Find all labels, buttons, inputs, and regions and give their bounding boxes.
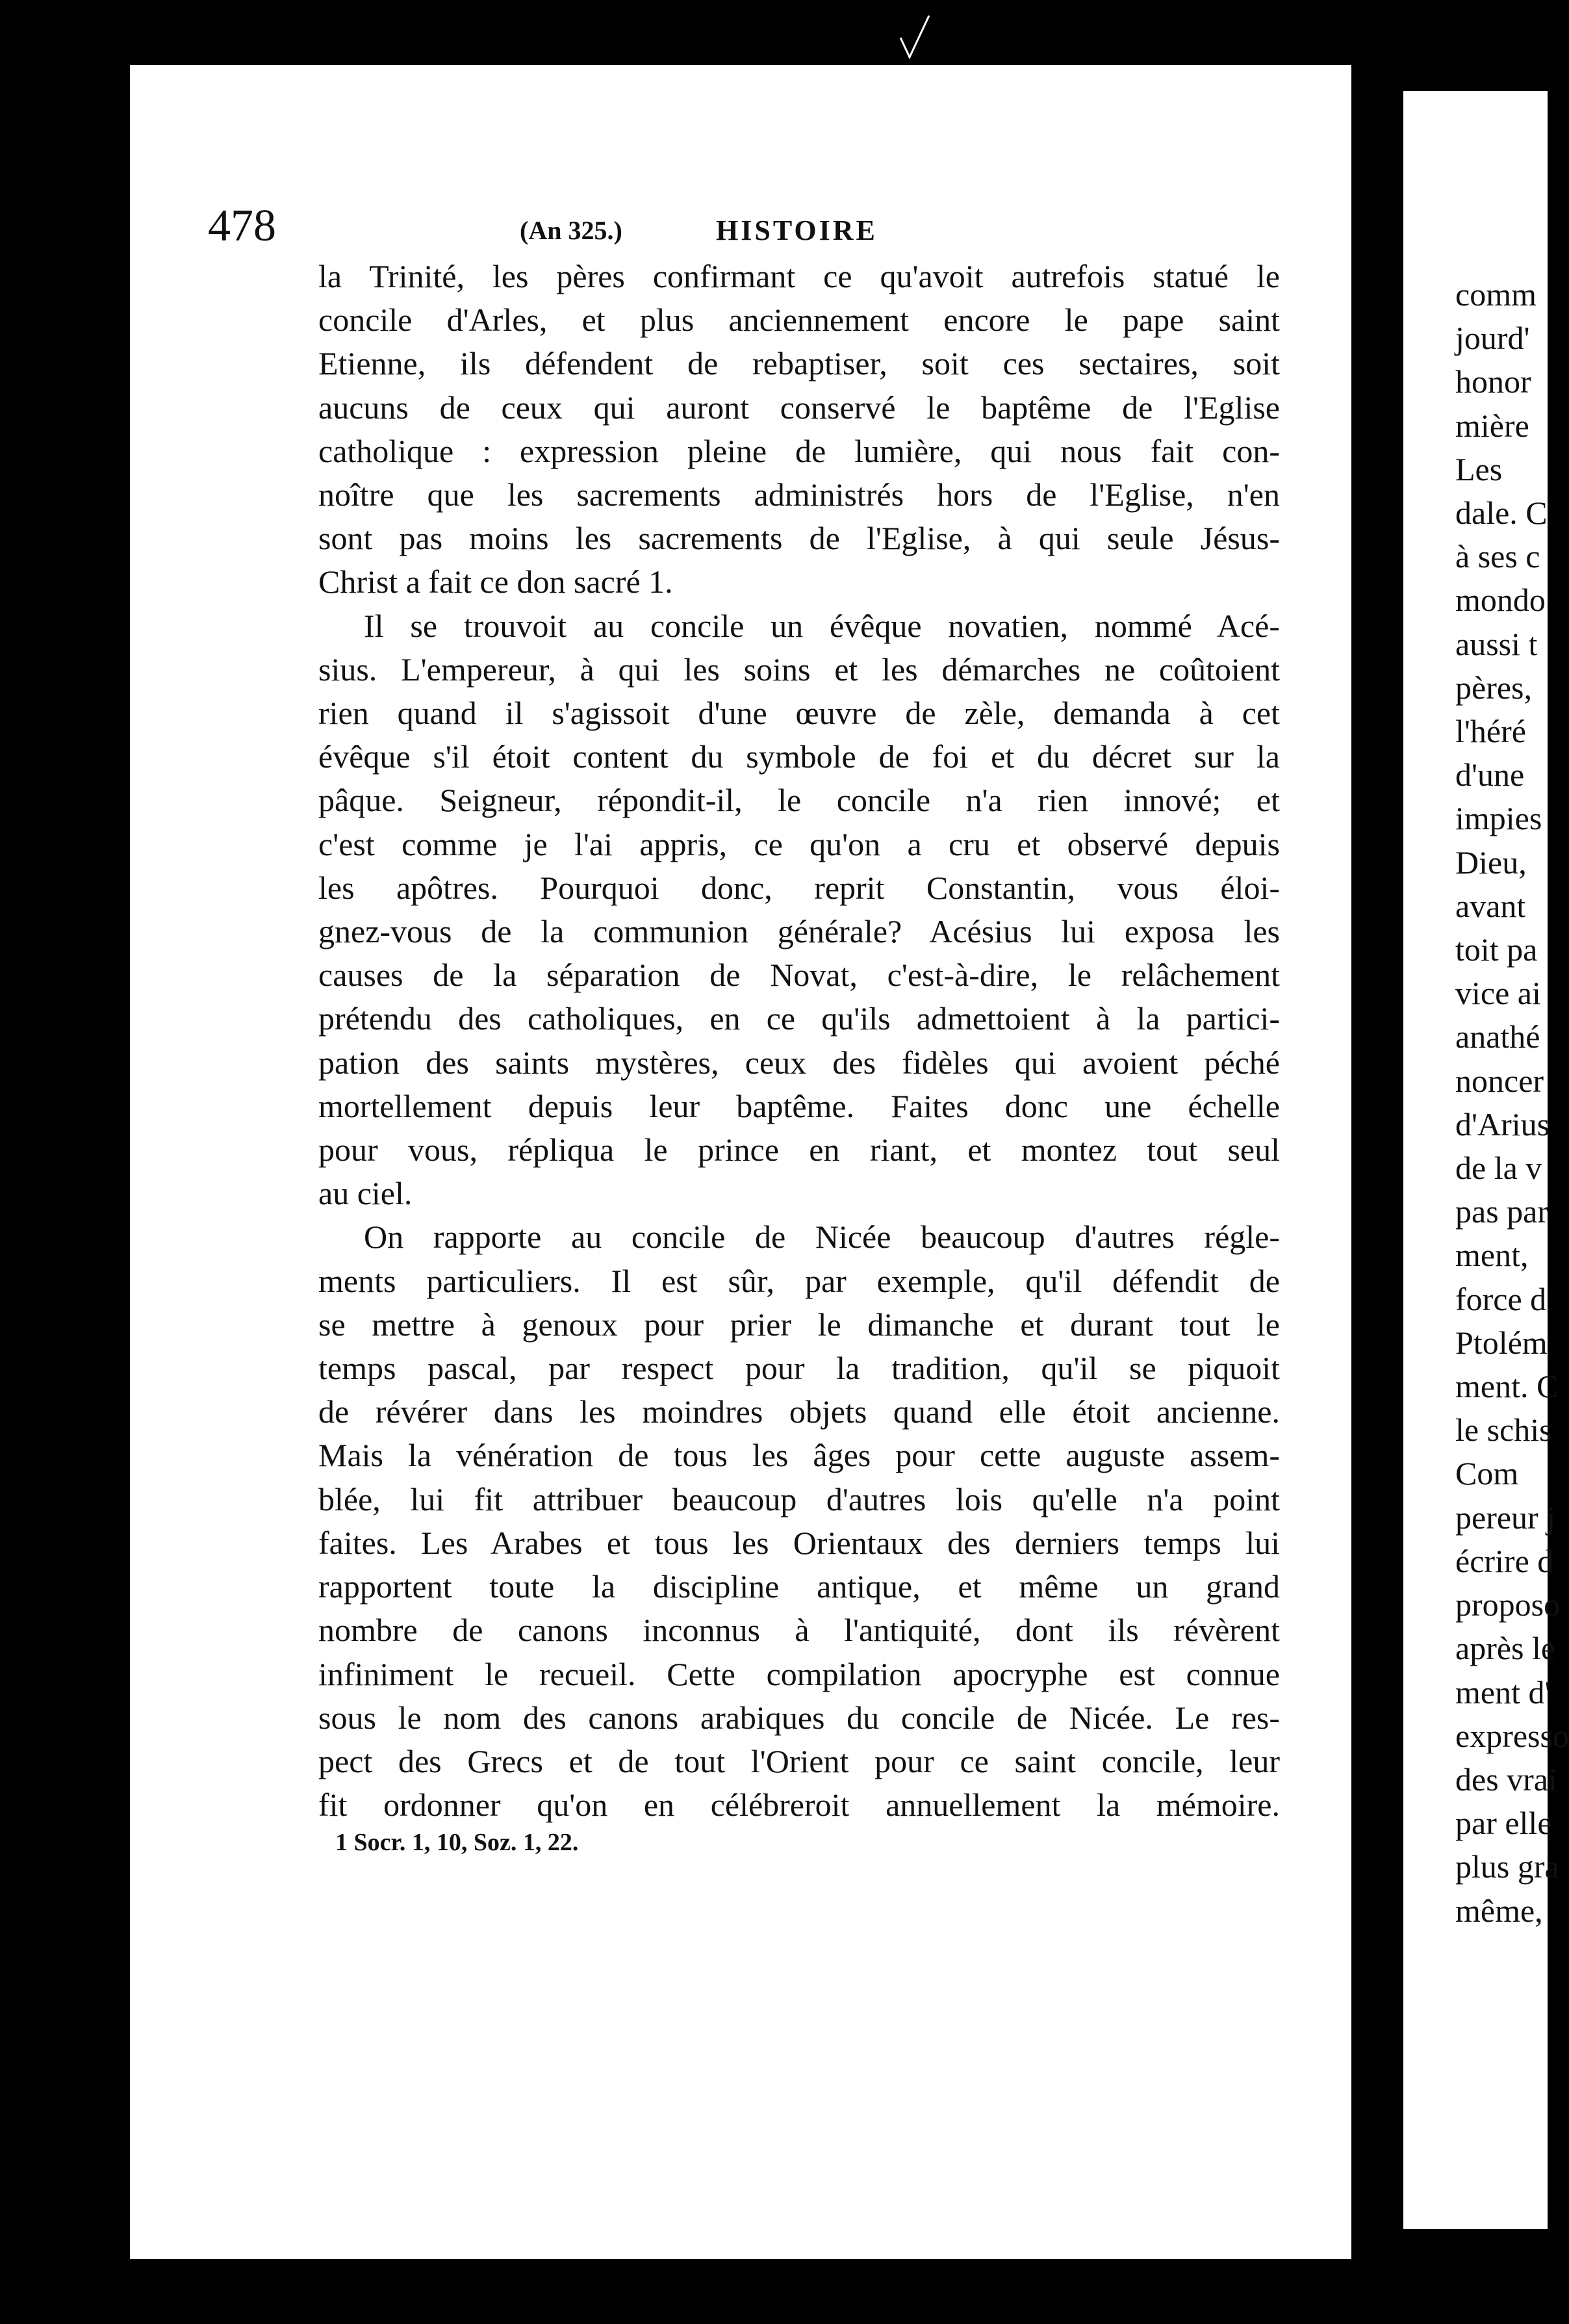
text-line: blée, lui fit attribuer beaucoup d'autres lois qu'elle n'a point (318, 1480, 1280, 1517)
right-line: même, (1455, 1892, 1543, 1929)
text-line: gnez-vous de la communion générale? Acésius lui exposa les (318, 913, 1280, 950)
text-line: infiniment le recueil. Cette compilation apocryphe est connue (318, 1655, 1280, 1692)
text-line: faites. Les Arabes et tous les Orientaux des derniers temps lui (318, 1524, 1280, 1561)
page-gutter (1351, 65, 1403, 2259)
check-mark (895, 12, 934, 64)
running-head-title: HISTOIRE (716, 214, 878, 246)
right-line: impies (1455, 800, 1542, 837)
text-line: Christ a fait ce don sacré 1. (318, 563, 673, 600)
text-line: sius. L'empereur, à qui les soins et les démarches ne coûtoient (318, 651, 1280, 688)
text-line: de révérer dans les moindres objets quand elle étoit ancienne. (318, 1393, 1280, 1430)
right-line: force d (1455, 1280, 1547, 1317)
right-line: vice ai (1455, 975, 1541, 1012)
text-line: nombre de canons inconnus à l'antiquité, dont ils révèrent (318, 1612, 1280, 1649)
right-line: honor (1455, 363, 1531, 400)
text-line: sont pas moins les sacrements de l'Eglise, à qui seule Jésus- (318, 520, 1280, 557)
text-line: mortellement depuis leur baptême. Faites donc une échelle (318, 1087, 1280, 1124)
text-line: sous le nom des canons arabiques du concile de Nicée. Le res- (318, 1699, 1280, 1736)
right-line: Dieu, (1455, 844, 1527, 881)
right-line: pereur j (1455, 1499, 1556, 1536)
right-line: proposo (1455, 1586, 1561, 1623)
text-line: ments particuliers. Il est sûr, par exemple, qu'il défendit de (318, 1262, 1280, 1299)
text-line: Mais la vénération de tous les âges pour cette auguste assem- (318, 1437, 1280, 1474)
right-line: d'Arius (1455, 1105, 1550, 1143)
right-line: Les (1455, 450, 1503, 487)
right-line: noncer (1455, 1062, 1544, 1099)
right-line: pères, (1455, 669, 1532, 706)
text-line: pation des saints mystères, ceux des fidèles qui avoient péché (318, 1044, 1280, 1081)
right-line: ment. C (1455, 1368, 1559, 1405)
text-line: pect des Grecs et de tout l'Orient pour ce saint concile, leur (318, 1742, 1280, 1779)
right-line: par elle (1455, 1805, 1552, 1842)
right-line: ment d' (1455, 1673, 1551, 1711)
text-line: concile d'Arles, et plus anciennement encore le pape saint (318, 302, 1280, 339)
text-line: les apôtres. Pourquoi donc, reprit Constantin, vous éloi- (318, 869, 1280, 906)
text-line: au ciel. (318, 1175, 413, 1212)
right-line: dale. C (1455, 495, 1548, 532)
text-line: la Trinité, les pères confirmant ce qu'avoit autrefois statué le (318, 258, 1280, 294)
body-text (318, 255, 1280, 1827)
text-line: causes de la séparation de Novat, c'est-à-dire, le relâchement (318, 957, 1280, 994)
text-line: temps pascal, par respect pour la tradition, qu'il se piquoit (318, 1350, 1280, 1387)
text-line: pour vous, répliqua le prince en riant, et montez tout seul (318, 1131, 1280, 1168)
right-line: des vrai (1455, 1761, 1557, 1798)
text-line: catholique : expression pleine de lumière, qui nous fait con- (318, 432, 1280, 469)
text-line: Il se trouvoit au concile un évêque novatien, nommé Acé- (364, 607, 1280, 644)
text-line: fit ordonner qu'on en célébreroit annuellement la mémoire. (318, 1787, 1280, 1824)
right-line: Com (1455, 1455, 1519, 1492)
page-header (208, 195, 1286, 260)
right-line: plus gra (1455, 1848, 1559, 1885)
right-line: aussi t (1455, 625, 1538, 662)
text-line: Etienne, ils défendent de rebaptiser, soit ces sectaires, soit (318, 345, 1280, 382)
right-line: pas par (1455, 1193, 1548, 1230)
right-line: de la v (1455, 1150, 1542, 1187)
right-line: comm (1455, 276, 1537, 313)
text-line: pâque. Seigneur, répondit-il, le concile n'a rien innové; et (318, 782, 1280, 819)
text-line: aucuns de ceux qui auront conservé le baptême de l'Eglise (318, 389, 1280, 426)
right-line: le schis (1455, 1412, 1552, 1449)
text-line: rien quand il s'agissoit d'une œuvre de zèle, demanda à cet (318, 695, 1280, 732)
right-line: écrire d (1455, 1542, 1554, 1579)
right-page (1403, 91, 1569, 2229)
text-line: rapportent toute la discipline antique, et même un grand (318, 1568, 1280, 1605)
running-head-date: (An 325.) (520, 216, 622, 245)
right-page-text (1455, 273, 1569, 1933)
page-number: 478 (208, 201, 276, 251)
right-line: expresso (1455, 1717, 1569, 1754)
text-line: prétendu des catholiques, en ce qu'ils admettoient à la partici- (318, 1000, 1280, 1037)
right-line: anathé (1455, 1018, 1540, 1055)
right-line: à ses c (1455, 538, 1540, 575)
text-line: noître que les sacrements administrés hors de l'Eglise, n'en (318, 476, 1280, 513)
text-line: On rapporte au concile de Nicée beaucoup d'autres régle- (364, 1219, 1280, 1256)
right-line: avant (1455, 887, 1526, 924)
text-line: se mettre à genoux pour prier le dimanche et durant tout le (318, 1306, 1280, 1343)
right-line: d'une (1455, 756, 1525, 794)
right-line: ment, (1455, 1237, 1529, 1274)
text-line: c'est comme je l'ai appris, ce qu'on a cru et observé depuis (318, 825, 1280, 862)
right-line: toit pa (1455, 931, 1538, 968)
footnote: 1 Socr. 1, 10, Soz. 1, 22. (335, 1829, 579, 1856)
text-line: évêque s'il étoit content du symbole de foi et du décret sur la (318, 738, 1280, 775)
right-line: l'héré (1455, 713, 1526, 750)
right-line: Ptolém (1455, 1324, 1548, 1361)
right-line: après le (1455, 1630, 1556, 1667)
right-line: jourd' (1455, 320, 1530, 357)
right-line: mondo (1455, 582, 1546, 619)
right-line: mière (1455, 407, 1529, 444)
